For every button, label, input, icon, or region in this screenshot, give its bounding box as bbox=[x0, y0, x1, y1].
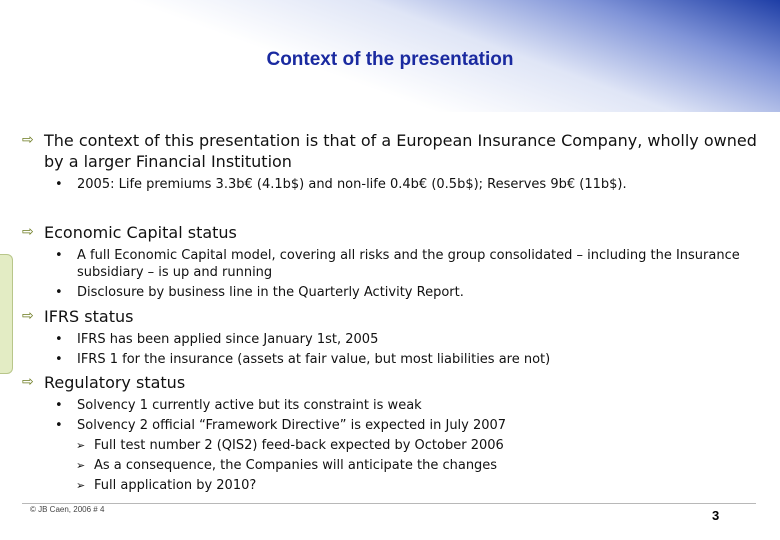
chevron-bullet-icon: ➢ bbox=[76, 479, 86, 492]
list-item: • 2005: Life premiums 3.3b€ (4.1b$) and non-life 0.4b€ (0.5b$); Reserves 9b€ (11b$). bbox=[55, 177, 627, 192]
chevron-bullet-icon: ➢ bbox=[76, 459, 86, 472]
sub-list-item: ➢ Full test number 2 (QIS2) feed-back expected by October 2006 bbox=[76, 438, 504, 453]
section-heading: The context of this presentation is that of a European Insurance Company, wholly owned by a larger Financial Institution bbox=[44, 131, 757, 171]
arrow-bullet-icon: ⇨ bbox=[22, 308, 34, 324]
list-item: • Solvency 2 official “Framework Directive” is expected in July 2007 bbox=[55, 418, 507, 433]
dot-bullet-icon: • bbox=[55, 177, 63, 192]
dot-bullet-icon: • bbox=[55, 332, 63, 347]
list-item: • A full Economic Capital model, covering all risks and the group consolidated – including the Insurance subsidiary – is up and running bbox=[55, 248, 740, 280]
arrow-bullet-icon: ⇨ bbox=[22, 374, 34, 390]
chevron-bullet-icon: ➢ bbox=[76, 439, 86, 452]
list-item: • IFRS 1 for the insurance (assets at fair value, but most liabilities are not) bbox=[55, 352, 551, 367]
arrow-bullet-icon: ⇨ bbox=[22, 224, 34, 240]
footer-copyright: © JB Caen, 2006 # 4 bbox=[30, 505, 105, 514]
section-economic-capital bbox=[22, 222, 762, 304]
section-regulatory bbox=[22, 372, 762, 497]
list-item: • IFRS has been applied since January 1st, 2005 bbox=[55, 332, 379, 347]
section-context bbox=[22, 130, 762, 196]
section-ifrs bbox=[22, 306, 762, 371]
page-number: 3 bbox=[712, 508, 720, 523]
section-heading: Economic Capital status bbox=[44, 223, 237, 242]
section-heading: IFRS status bbox=[44, 307, 134, 326]
arrow-bullet-icon: ⇨ bbox=[22, 132, 34, 148]
side-accent-bar bbox=[0, 254, 13, 374]
dot-bullet-icon: • bbox=[55, 285, 63, 300]
dot-bullet-icon: • bbox=[55, 418, 63, 433]
dot-bullet-icon: • bbox=[55, 352, 63, 367]
list-item: • Disclosure by business line in the Quarterly Activity Report. bbox=[55, 285, 464, 300]
dot-bullet-icon: • bbox=[55, 398, 63, 413]
footer-divider bbox=[22, 503, 756, 504]
list-item: • Solvency 1 currently active but its constraint is weak bbox=[55, 398, 422, 413]
page-title: Context of the presentation bbox=[266, 49, 514, 70]
section-heading: Regulatory status bbox=[44, 373, 186, 392]
sub-list-item: ➢ Full application by 2010? bbox=[76, 478, 257, 493]
sub-list-item: ➢ As a consequence, the Companies will anticipate the changes bbox=[76, 458, 498, 473]
dot-bullet-icon: • bbox=[55, 248, 63, 263]
